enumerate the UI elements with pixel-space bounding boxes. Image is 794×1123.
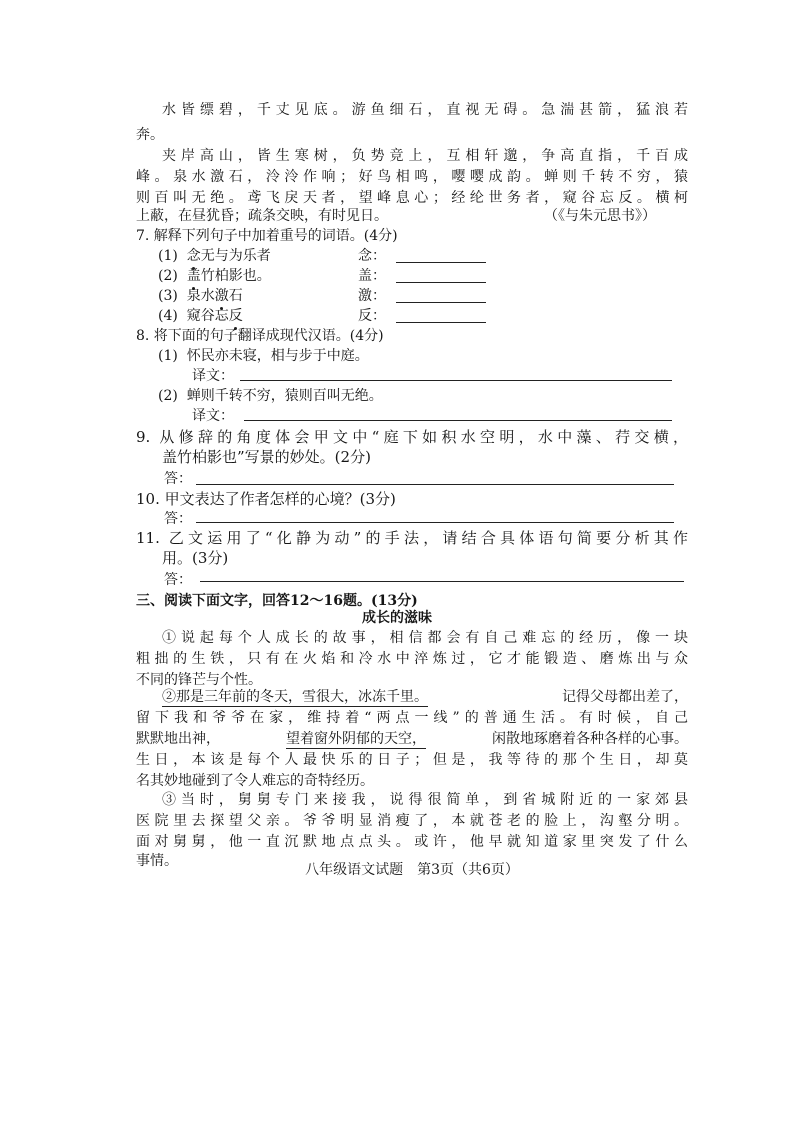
q7-item-2	[158, 267, 271, 285]
passage-b-line-5: 则百叫无绝。鸢飞戾天者，望峰息心；经纶世务者，窥谷忘反。横柯	[136, 190, 688, 206]
q7-item-4-key: 反：	[358, 308, 386, 324]
article-p1-line-2: 粗拙的生铁，只有在火焰和冷水中淬炼过，它才能锻造、磨炼出与众	[136, 651, 688, 667]
q7-item-4-answer-blank[interactable]	[396, 322, 486, 323]
q7-item-3	[158, 287, 243, 305]
q8-item-1-text: 怀民亦未寝，相与步于中庭。	[186, 348, 369, 364]
q7-item-1-post: 无与为乐者	[200, 248, 271, 264]
q7-item-3-dotted-word: 激	[215, 288, 229, 304]
article-p1-line-1: ①说起每个人成长的故事，相信都会有自己难忘的经历，像一块	[162, 630, 688, 646]
q8-item-1-answer-label: 译文：	[192, 368, 234, 384]
q9-line-2: 盖竹柏影也”写景的妙处。(2分)	[162, 448, 371, 466]
q7-item-2-num: (2)	[158, 268, 178, 284]
passage-b-line-6: 上蔽，在昼犹昏；疏条交映，有时见日。	[136, 208, 388, 224]
q8-item-2-answer-label: 译文：	[192, 408, 234, 424]
article-p2-line-2: 留下我和爷爷在家，维持着“两点一线”的普通生活。有时候，自己	[136, 710, 688, 726]
article-p2-line-3-post: 闲散地琢磨着各种各样的心事。	[492, 731, 688, 747]
q8-item-2	[158, 387, 383, 405]
q9-line-1: 9. 从修辞的角度体会甲文中“庭下如积水空明，水中藻、荇交横，	[136, 428, 688, 446]
passage-b-line-4: 峰。泉水激石，泠泠作响；好鸟相鸣，嘤嘤成韵。蝉则千转不穷，猿	[136, 169, 688, 185]
q8-item-2-num: (2)	[158, 388, 178, 404]
q11-line-1: 11. 乙文运用了“化静为动”的手法，请结合具体语句简要分析其作	[136, 529, 688, 547]
q8-title: 8. 将下面的句子翻译成现代汉语。(4分)	[136, 328, 384, 344]
q9-answer-blank[interactable]	[196, 484, 674, 485]
q8-item-2-answer-blank[interactable]	[244, 420, 672, 421]
q9-answer-label: 答：	[164, 471, 192, 487]
article-p2-underlined-sentence: ②那是三年前的冬天，雪很大，冰冻千里。	[162, 689, 428, 705]
article-p2-line-5: 名其妙地碰到了令人难忘的奇特经历。	[136, 773, 374, 789]
article-p3-line-2: 医院里去探望父亲。爷爷明显消瘦了，本就苍老的脸上，沟壑分明。	[136, 813, 688, 829]
passage-b-source: （《与朱元思书》）	[544, 208, 656, 224]
q7-item-4	[158, 307, 243, 325]
q10-line-1: 10. 甲文表达了作者怎样的心境？(3分)	[136, 490, 396, 508]
q11-answer-blank[interactable]	[200, 581, 684, 582]
q7-item-4-dotted-word: 反	[229, 308, 243, 324]
q7-item-2-answer-blank[interactable]	[396, 282, 486, 283]
passage-b-line-1: 水皆缥碧，千丈见底。游鱼细石，直视无碍。急湍甚箭，猛浪若	[162, 102, 688, 118]
q8-item-1-num: (1)	[158, 348, 178, 364]
q7-item-4-pre: 窥谷忘	[186, 308, 229, 324]
passage-b-line-3: 夹岸高山，皆生寒树，负势竞上，互相轩邈，争高直指，千百成	[162, 148, 688, 164]
q8-item-1-answer-blank[interactable]	[240, 380, 672, 381]
article-p3-line-1: ③当时，舅舅专门来接我，说得很简单，到省城附近的一家郊县	[162, 792, 688, 808]
section-3-heading: 三、阅读下面文字，回答12～16题。(13分)	[136, 593, 418, 609]
article-title: 成长的滋味	[362, 610, 432, 626]
q7-item-3-post: 石	[228, 288, 243, 304]
q7-item-1-num: (1)	[158, 248, 178, 264]
article-p2-line-1-rest: 记得父母都出差了，	[562, 689, 688, 705]
q7-item-3-num: (3)	[158, 288, 178, 304]
q7-item-4-num: (4)	[158, 308, 178, 324]
article-p2-underlined-phrase: 望着窗外阴郁的天空，	[286, 731, 426, 747]
article-p2-line-1	[162, 688, 688, 707]
article-p1-line-3: 不同的锋芒与个性。	[136, 672, 262, 688]
q10-answer-blank[interactable]	[196, 522, 674, 523]
q7-item-2-dotted-word: 盖	[187, 268, 201, 284]
q10-answer-label: 答：	[164, 511, 192, 527]
article-p3-line-3: 面对舅舅，他一直沉默地点点头。或许，他早就知道家里突发了什么	[136, 834, 688, 850]
q7-item-1-dotted-word: 念	[187, 248, 201, 264]
article-p2-line-3	[136, 730, 688, 749]
page-footer: 八年级语文试题 第3页（共6页）	[305, 862, 519, 878]
q7-item-3-key: 激：	[358, 288, 386, 304]
q8-item-2-text: 蝉则千转不穷，猿则百叫无绝。	[186, 388, 383, 404]
q7-item-3-pre: 泉水	[186, 288, 215, 304]
q7-item-2-key: 盖：	[358, 268, 386, 284]
q11-line-2: 用。(3分)	[162, 549, 229, 567]
article-p2-line-4: 生日，本该是每个人最快乐的日子；但是，我等待的那个生日，却莫	[136, 752, 688, 768]
q7-title: 7. 解释下列句子中加着重号的词语。(4分)	[136, 228, 398, 244]
article-p3-line-4: 事情。	[136, 853, 178, 869]
q7-item-3-answer-blank[interactable]	[396, 302, 486, 303]
q7-item-1-key: 念：	[358, 248, 386, 264]
q7-item-2-post: 竹柏影也。	[200, 268, 271, 284]
article-p2-line-3-pre: 默默地出神，	[136, 731, 220, 747]
q8-item-1	[158, 347, 369, 365]
passage-b-line-2: 奔。	[136, 127, 164, 143]
q7-item-1	[158, 247, 271, 265]
q11-answer-label: 答：	[164, 572, 192, 588]
q7-item-1-answer-blank[interactable]	[396, 262, 486, 263]
